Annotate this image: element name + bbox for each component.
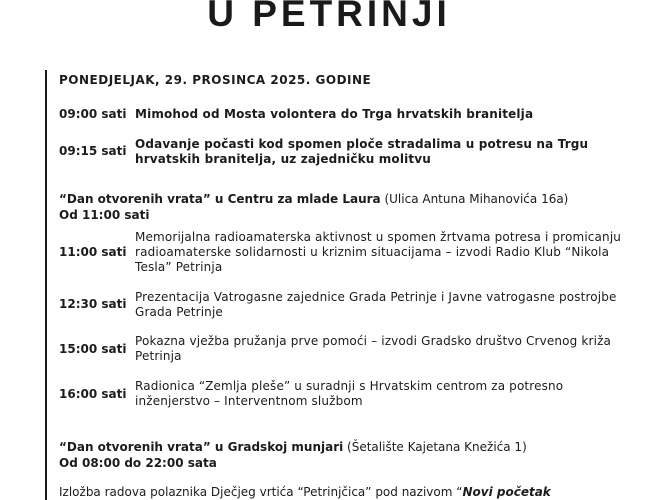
section-title: “Dan otvorenih vrata” u Centru za mlade Laura [59, 192, 381, 206]
section-heading [59, 191, 648, 207]
timeline-divider [45, 70, 47, 500]
section-location: (Ulica Antuna Mihanovića 16a) [380, 192, 569, 206]
section-heading [59, 439, 648, 455]
exhibition-text: Izložba radova polaznika Dječjeg vrtića “Petrinjčica” pod nazivom “ [59, 485, 463, 499]
event-description: Pokazna vježba pružanja prve pomoći – izvodi Gradsko društvo Crvenog križa Petrinja [135, 334, 612, 363]
section-title: “Dan otvorenih vrata” u Gradskoj munjari [59, 440, 344, 454]
event-description: Memorijalna radioamaterska aktivnost u spomen žrtvama potresa i promicanju radioamaterske solidarnosti u kriznim situacijama – izvodi Radio Klub “Nikola Tesla” Petrinja [135, 230, 622, 274]
date-heading: PONEDJELJAK, 29. PROSINCA 2025. GODINE [59, 73, 372, 87]
event-description: Mimohod od Mosta volontera do Trga hrvatskih branitelja [135, 107, 534, 121]
exhibition-line [59, 484, 658, 500]
section-hours: Od 11:00 sati [59, 208, 150, 222]
event-time: 15:00 sati [59, 342, 127, 356]
event-description: Odavanje počasti kod spomen ploče stradalima u potresu na Trgu hrvatskih branitelja, uz zajedničku molitvu [135, 137, 589, 166]
event-time: 12:30 sati [59, 297, 127, 311]
event-time: 09:00 sati [59, 107, 127, 121]
event-description: Prezentacija Vatrogasne zajednice Grada Petrinje i Javne vatrogasne postrojbe Grada Petrinje [135, 290, 617, 319]
section-hours: Od 08:00 do 22:00 sata [59, 456, 217, 470]
event-time: 11:00 sati [59, 245, 127, 259]
page-title: U PETRINJI [207, 0, 451, 34]
section-location: (Šetalište Kajetana Knežića 1) [343, 440, 527, 454]
event-time: 16:00 sati [59, 387, 127, 401]
event-description: Radionica “Zemlja pleše” u suradnji s Hrvatskim centrom za potresno inženjerstvo – Interventnom službom [135, 379, 564, 408]
event-time: 09:15 sati [59, 144, 127, 158]
exhibition-title: Novi početak [462, 485, 551, 499]
